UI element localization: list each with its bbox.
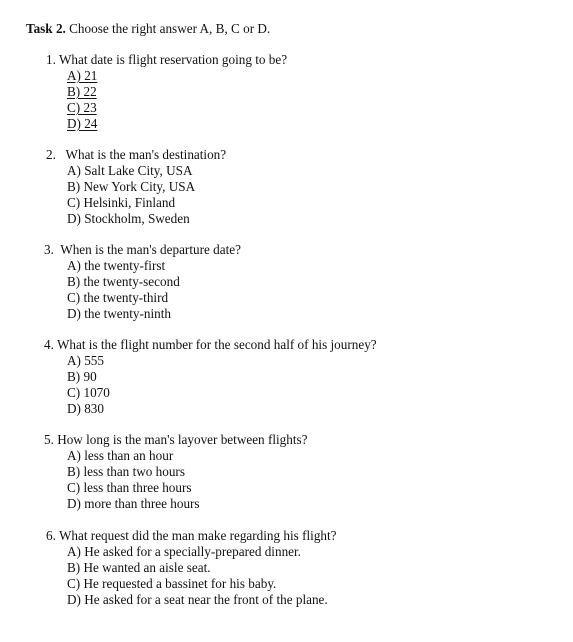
question-2 bbox=[46, 147, 226, 227]
question-4 bbox=[44, 337, 377, 417]
question-text: 1. What date is flight reservation going to be? bbox=[46, 52, 288, 67]
option-b: B) the twenty-second bbox=[67, 274, 180, 289]
question-5 bbox=[44, 432, 308, 512]
question-text: 3. When is the man's departure date? bbox=[44, 242, 241, 257]
options-list bbox=[46, 68, 287, 132]
option-d: D) more than three hours bbox=[67, 496, 200, 511]
options-list bbox=[46, 163, 226, 227]
question-text: 2. What is the man's destination? bbox=[46, 147, 227, 162]
option-c: C) less than three hours bbox=[67, 480, 192, 495]
options-list bbox=[44, 353, 377, 417]
option-d: D) He asked for a seat near the front of the plane. bbox=[67, 592, 328, 607]
option-b: B) less than two hours bbox=[67, 464, 185, 479]
question-6 bbox=[46, 528, 337, 608]
task-instruction: Choose the right answer A, B, C or D. bbox=[69, 21, 271, 36]
options-list bbox=[44, 258, 241, 322]
option-a: A) less than an hour bbox=[67, 448, 174, 463]
option-d: D) Stockholm, Sweden bbox=[67, 211, 190, 226]
option-c: C) Helsinki, Finland bbox=[67, 195, 176, 210]
option-d: D) 24 bbox=[67, 116, 98, 131]
options-list bbox=[46, 544, 337, 608]
question-text: 6. What request did the man make regarding his flight? bbox=[46, 528, 337, 543]
option-b: B) New York City, USA bbox=[67, 179, 196, 194]
option-c: C) 23 bbox=[67, 100, 97, 115]
option-c: C) 1070 bbox=[67, 385, 110, 400]
question-1 bbox=[46, 52, 287, 132]
option-c: C) He requested a bassinet for his baby. bbox=[67, 576, 277, 591]
option-d: D) 830 bbox=[67, 401, 104, 416]
task-heading bbox=[26, 21, 270, 37]
option-c: C) the twenty-third bbox=[67, 290, 169, 305]
option-b: B) 90 bbox=[67, 369, 97, 384]
question-text: 4. What is the flight number for the second half of his journey? bbox=[44, 337, 377, 352]
option-a: A) the twenty-first bbox=[67, 258, 166, 273]
option-b: B) 22 bbox=[67, 84, 97, 99]
option-b: B) He wanted an aisle seat. bbox=[67, 560, 211, 575]
options-list bbox=[44, 448, 308, 512]
option-d: D) the twenty-ninth bbox=[67, 306, 172, 321]
option-a: A) He asked for a specially-prepared dinner. bbox=[67, 544, 301, 559]
option-a: A) 555 bbox=[67, 353, 104, 368]
question-text: 5. How long is the man's layover between flights? bbox=[44, 432, 308, 447]
question-3 bbox=[44, 242, 241, 322]
task-label: Task 2. bbox=[26, 21, 66, 36]
option-a: A) 21 bbox=[67, 68, 98, 83]
option-a: A) Salt Lake City, USA bbox=[67, 163, 193, 178]
